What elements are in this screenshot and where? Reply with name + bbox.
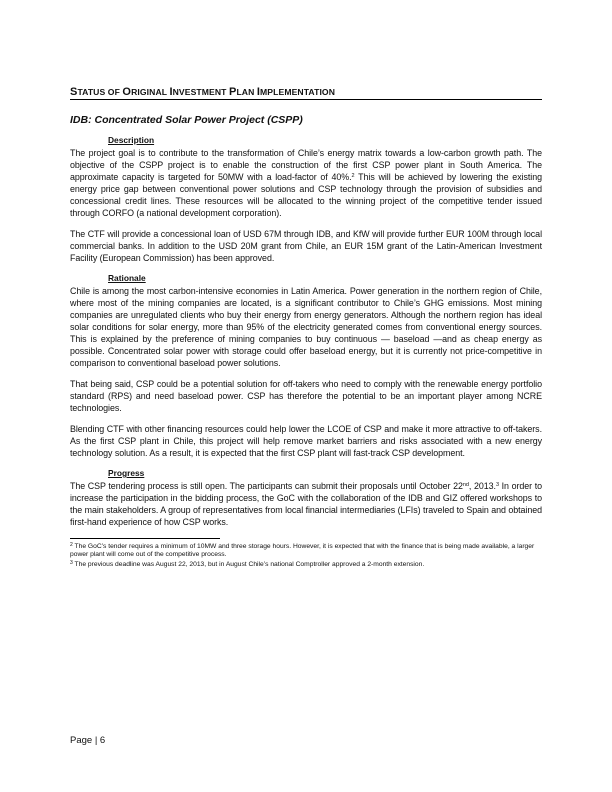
text-run: The CSP tendering process is still open. The participants can submit their proposals until October 22 [70,481,463,491]
title-part: P [229,86,237,98]
footnote-text: The GoC’s tender requires a minimum of 10MW and three storage hours. However, it is expected that with the finance that is being made available, a larger power plant will come out of the competitive process. [70,543,535,559]
title-part: RIGINAL [131,87,170,97]
title-part: S [70,86,78,98]
progress-heading: Progress [108,468,145,478]
section-title [70,86,542,100]
text-run: , 2013. [468,481,496,491]
progress-paragraph-1 [70,480,542,528]
footnote-number: 2 [70,542,73,548]
text-run: The project goal is to contribute to the transformation of Chile’s energy matrix towards a low-carbon growth path. The objective of the CSPP project is to enable the construction of the first CSP power plant in South America. The approximate capacity is targeted for 50MW with a load-factor of 40%. [70,148,542,182]
description-paragraph-2: The CTF will provide a concessional loan of USD 67M through IDB, and KfW will provide further EUR 100M through local commercial banks. In addition to the USD 20M grant from Chile, an EUR 15M grant of the Latin-American Investment Facility (European Commission) has been approved. [70,229,542,263]
description-paragraph-1 [70,147,542,219]
rationale-paragraph-3: Blending CTF with other financing resources could help lower the LCOE of CSP and make it more attractive to off-takers. As the first CSP plant in Chile, this project will help remove market barriers and risks associated with a new energy technology solution. As a result, it is expected that the first CSP plant will fast-track CSP development. [70,424,542,458]
rationale-heading: Rationale [108,273,146,283]
title-part: MPLEMENTATION [260,87,336,97]
text-run: In order to increase the participation in the bidding process, the GoC with the collaboration of the IDB and GIZ offered workshops to the main stakeholders. A group of representatives from local financial intermediaries (LFIs) traveled to Spain and obtained first-hand experience of how CSP works. [70,481,542,527]
footnote-ref-2[interactable]: 2 [351,173,355,179]
title-part: LAN [236,87,257,97]
title-part: O [122,86,132,98]
footnote-ref-3[interactable]: 3 [495,482,499,488]
title-part: I [256,86,261,98]
footnote-3 [70,561,542,569]
project-title: IDB: Concentrated Solar Power Project (CSPP) [70,114,303,126]
text-run: This will be achieved by lowering the existing energy price gap between conventional power solutions and CSP technology through the provision of subsidies and concessional credit lines. These resources will be allocated to the winning project of the competitive tender issued through CORFO (a national development corporation). [70,172,542,218]
footnote-number: 3 [70,559,73,566]
footnote-2 [70,543,542,560]
rationale-paragraph-2: That being said, CSP could be a potential solution for off-takers who need to comply with the renewable energy portfolio standard (RPS) and need baseload power. CSP has therefore the potential to be an important player among NCRE technologies. [70,379,542,413]
rationale-paragraph-1: Chile is among the most carbon-intensive economies in Latin America. Power generation in the northern region of Chile, where most of the mining companies are located, is a significant contributor to Chile’s GHG emissions. Most mining companies are unregulated clients who buy their energy from energy generators. Although the northern region has ideal solar conditions for solar energy, more than 95% of the electricity generated comes from conventional energy sources. This is explained by the preference of mining companies to buy continuous — baseload —and as cheap energy as possible. Concentrated solar power with storage could offer baseload energy, but it is currently not price-competitive in comparison to conventional baseload power solutions. [70,286,542,368]
title-part: I [169,86,173,98]
title-part: TATUS OF [77,87,123,97]
footnote-separator [70,538,220,539]
page-number: Page | 6 [70,735,106,746]
description-heading: Description [108,135,155,145]
page-content [70,86,542,570]
title-part: NVESTMENT [172,87,229,97]
footnote-text: The previous deadline was August 22, 2013, but in August Chile’s national Comptroller approved a 2-month extension. [72,560,425,568]
ordinal-suffix: nd [462,482,469,488]
